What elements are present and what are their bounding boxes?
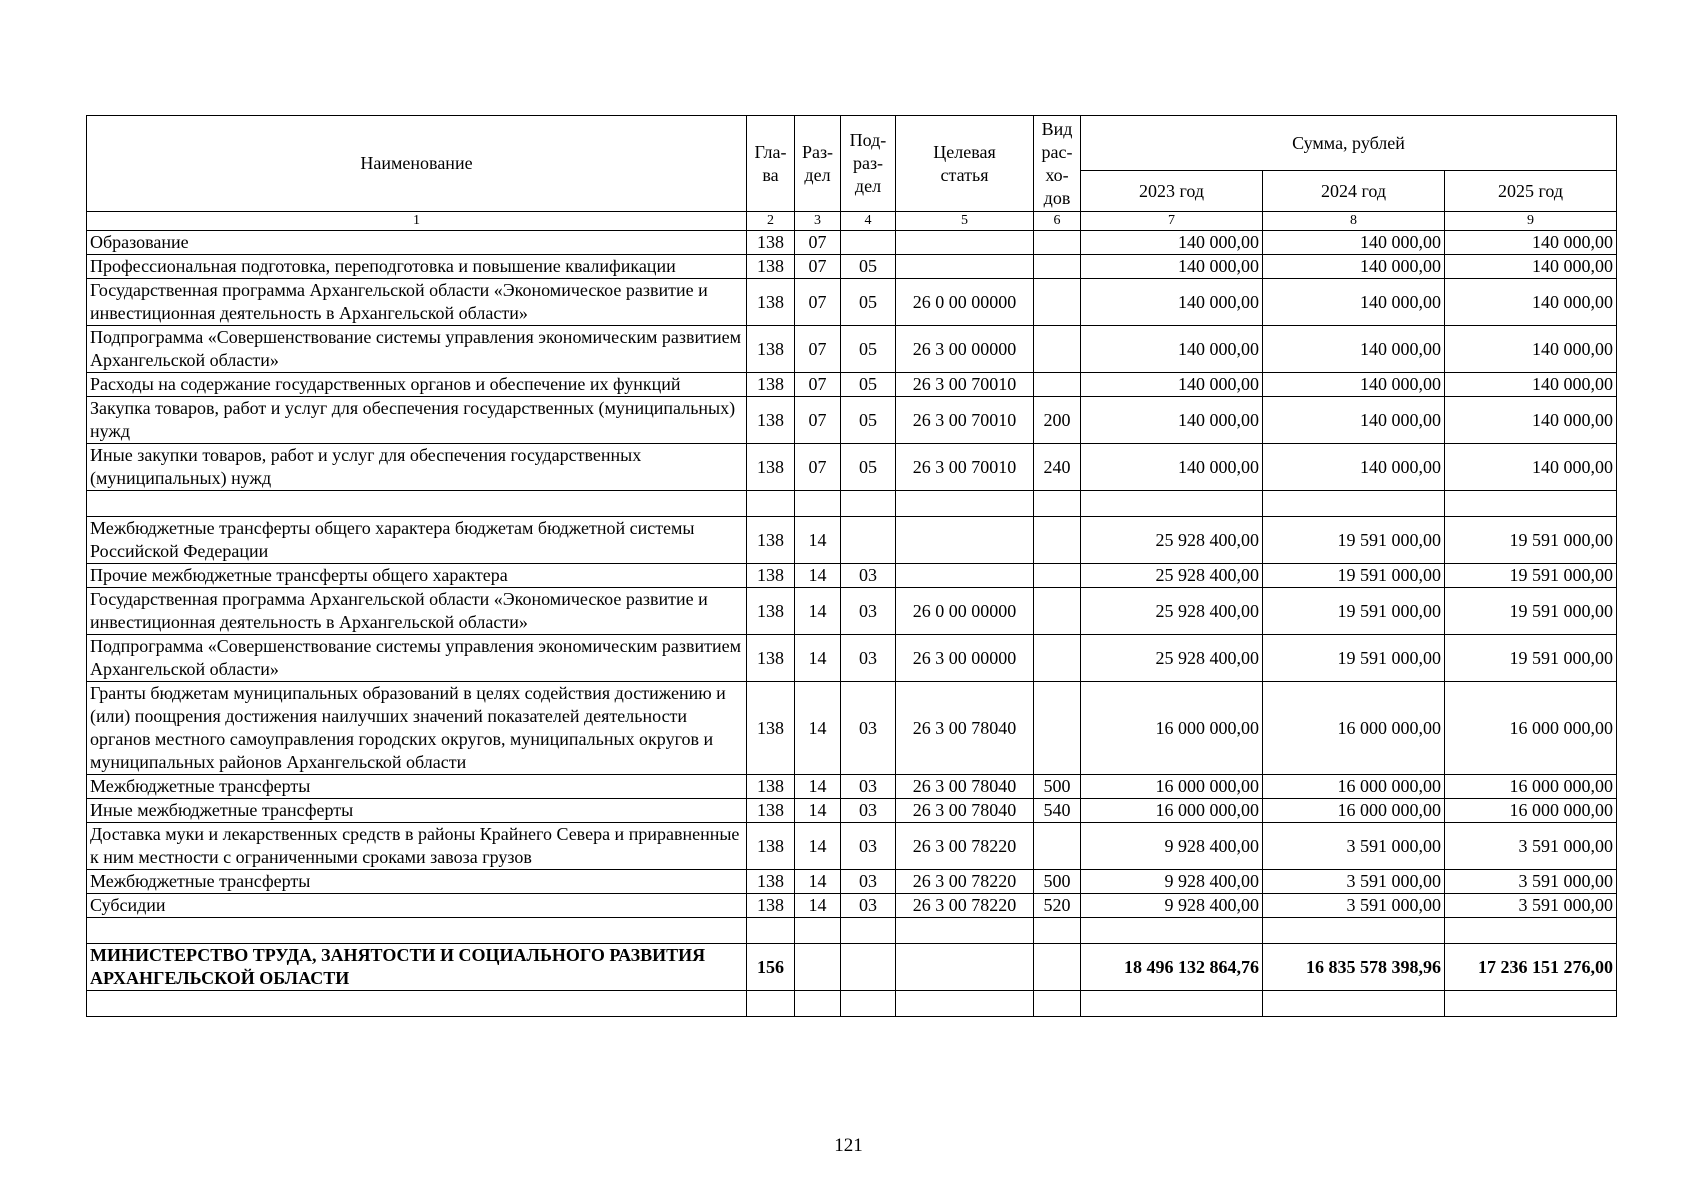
row-name: Расходы на содержание государственных органов и обеспечение их функций — [87, 373, 747, 397]
row-name — [87, 491, 747, 517]
table-row — [87, 823, 1617, 870]
cell-sum-2025: 140 000,00 — [1445, 279, 1617, 326]
column-number: 5 — [896, 212, 1034, 231]
cell-glava: 138 — [747, 231, 795, 255]
row-name: Межбюджетные трансферты — [87, 870, 747, 894]
cell-sum-2024: 19 591 000,00 — [1263, 588, 1445, 635]
row-name: Гранты бюджетам муниципальных образований в целях содействия достижению и (или) поощрения достижения наилучших значений показателей деятельности органов местного самоуправления городских округов, муниципальных округов и муниципальных районов Архангельской области — [87, 682, 747, 775]
cell-expense-type — [1034, 682, 1081, 775]
row-name: Закупка товаров, работ и услуг для обеспечения государственных (муниципальных) нужд — [87, 397, 747, 444]
cell-razdel: 14 — [795, 799, 841, 823]
cell-sum-2025: 140 000,00 — [1445, 397, 1617, 444]
cell-expense-type — [1034, 517, 1081, 564]
table-row — [87, 775, 1617, 799]
table-row — [87, 635, 1617, 682]
table-row — [87, 870, 1617, 894]
cell-sum-2024: 140 000,00 — [1263, 255, 1445, 279]
cell-glava: 138 — [747, 517, 795, 564]
cell-expense-type — [1034, 279, 1081, 326]
header-year-2024: 2024 год — [1263, 171, 1445, 212]
cell-glava: 138 — [747, 870, 795, 894]
cell-sum-2023: 9 928 400,00 — [1081, 870, 1263, 894]
table-row — [87, 326, 1617, 373]
row-name: Государственная программа Архангельской области «Экономическое развитие и инвестиционная деятельность в Архангельской области» — [87, 279, 747, 326]
cell-glava: 138 — [747, 255, 795, 279]
cell-target-article: 26 3 00 78220 — [896, 894, 1034, 918]
cell-sum-2025: 19 591 000,00 — [1445, 588, 1617, 635]
cell-sum-2023: 16 000 000,00 — [1081, 682, 1263, 775]
row-name: Подпрограмма «Совершенствование системы управления экономическим развитием Архангельской области» — [87, 326, 747, 373]
cell-podrazdel: 03 — [841, 682, 896, 775]
blank-row — [87, 491, 1617, 517]
table-row — [87, 444, 1617, 491]
cell-razdel — [795, 491, 841, 517]
column-number: 4 — [841, 212, 896, 231]
table-row — [87, 799, 1617, 823]
row-name: Профессиональная подготовка, переподготовка и повышение квалификации — [87, 255, 747, 279]
table-row — [87, 397, 1617, 444]
cell-podrazdel: 03 — [841, 775, 896, 799]
cell-expense-type: 200 — [1034, 397, 1081, 444]
cell-podrazdel — [841, 491, 896, 517]
cell-sum-2025: 17 236 151 276,00 — [1445, 944, 1617, 991]
cell-expense-type — [1034, 588, 1081, 635]
header-razdel: Раз- дел — [795, 116, 841, 212]
cell-razdel: 14 — [795, 823, 841, 870]
cell-razdel: 07 — [795, 397, 841, 444]
row-name: Иные закупки товаров, работ и услуг для обеспечения государственных (муниципальных) нужд — [87, 444, 747, 491]
cell-sum-2023: 140 000,00 — [1081, 444, 1263, 491]
cell-expense-type — [1034, 373, 1081, 397]
cell-target-article — [896, 991, 1034, 1017]
cell-razdel: 14 — [795, 588, 841, 635]
column-number: 3 — [795, 212, 841, 231]
cell-sum-2023: 140 000,00 — [1081, 326, 1263, 373]
cell-sum-2023: 9 928 400,00 — [1081, 894, 1263, 918]
cell-sum-2025: 3 591 000,00 — [1445, 894, 1617, 918]
row-name: Субсидии — [87, 894, 747, 918]
row-name: МИНИСТЕРСТВО ТРУДА, ЗАНЯТОСТИ И СОЦИАЛЬНОГО РАЗВИТИЯ АРХАНГЕЛЬСКОЙ ОБЛАСТИ — [87, 944, 747, 991]
cell-target-article — [896, 491, 1034, 517]
column-number: 6 — [1034, 212, 1081, 231]
cell-podrazdel: 03 — [841, 635, 896, 682]
row-name: Межбюджетные трансферты общего характера бюджетам бюджетной системы Российской Федерации — [87, 517, 747, 564]
cell-razdel — [795, 991, 841, 1017]
cell-glava: 138 — [747, 444, 795, 491]
cell-sum-2024: 19 591 000,00 — [1263, 635, 1445, 682]
cell-sum-2023: 25 928 400,00 — [1081, 635, 1263, 682]
header-glava: Гла- ва — [747, 116, 795, 212]
cell-glava: 138 — [747, 279, 795, 326]
header-target-article: Целевая статья — [896, 116, 1034, 212]
cell-expense-type: 240 — [1034, 444, 1081, 491]
cell-sum-2024: 140 000,00 — [1263, 444, 1445, 491]
cell-expense-type — [1034, 918, 1081, 944]
cell-razdel: 14 — [795, 775, 841, 799]
cell-sum-2024: 3 591 000,00 — [1263, 823, 1445, 870]
column-number: 7 — [1081, 212, 1263, 231]
table-row — [87, 894, 1617, 918]
budget-table — [86, 115, 1617, 1017]
cell-sum-2023: 25 928 400,00 — [1081, 588, 1263, 635]
header-name: Наименование — [87, 116, 747, 212]
cell-podrazdel: 03 — [841, 894, 896, 918]
cell-podrazdel: 05 — [841, 279, 896, 326]
cell-sum-2023 — [1081, 991, 1263, 1017]
cell-sum-2024: 3 591 000,00 — [1263, 894, 1445, 918]
cell-expense-type: 500 — [1034, 870, 1081, 894]
cell-sum-2025: 3 591 000,00 — [1445, 823, 1617, 870]
cell-podrazdel: 03 — [841, 564, 896, 588]
cell-sum-2024: 16 000 000,00 — [1263, 799, 1445, 823]
cell-target-article — [896, 255, 1034, 279]
cell-podrazdel — [841, 517, 896, 564]
header-expense-type: Вид рас- хо- дов — [1034, 116, 1081, 212]
cell-expense-type — [1034, 635, 1081, 682]
table-row — [87, 231, 1617, 255]
cell-sum-2023: 18 496 132 864,76 — [1081, 944, 1263, 991]
cell-expense-type: 540 — [1034, 799, 1081, 823]
cell-sum-2024: 19 591 000,00 — [1263, 564, 1445, 588]
column-number-row — [87, 212, 1617, 231]
cell-target-article — [896, 564, 1034, 588]
row-name — [87, 918, 747, 944]
cell-sum-2023: 9 928 400,00 — [1081, 823, 1263, 870]
table-row — [87, 682, 1617, 775]
row-name — [87, 991, 747, 1017]
cell-razdel: 14 — [795, 517, 841, 564]
cell-razdel: 14 — [795, 870, 841, 894]
cell-glava: 138 — [747, 635, 795, 682]
cell-sum-2024: 16 835 578 398,96 — [1263, 944, 1445, 991]
cell-sum-2024: 140 000,00 — [1263, 231, 1445, 255]
cell-podrazdel: 05 — [841, 255, 896, 279]
table-row — [87, 279, 1617, 326]
table-row — [87, 588, 1617, 635]
cell-razdel — [795, 944, 841, 991]
cell-sum-2024: 19 591 000,00 — [1263, 517, 1445, 564]
row-name: Прочие межбюджетные трансферты общего характера — [87, 564, 747, 588]
column-number: 2 — [747, 212, 795, 231]
table-row — [87, 564, 1617, 588]
cell-sum-2024: 140 000,00 — [1263, 397, 1445, 444]
header-sum: Сумма, рублей — [1081, 116, 1617, 171]
cell-target-article: 26 3 00 70010 — [896, 397, 1034, 444]
cell-expense-type: 520 — [1034, 894, 1081, 918]
cell-sum-2025: 16 000 000,00 — [1445, 799, 1617, 823]
cell-expense-type — [1034, 231, 1081, 255]
row-name: Государственная программа Архангельской области «Экономическое развитие и инвестиционная деятельность в Архангельской области» — [87, 588, 747, 635]
cell-target-article: 26 3 00 78040 — [896, 799, 1034, 823]
cell-sum-2023: 140 000,00 — [1081, 255, 1263, 279]
header-year-2023: 2023 год — [1081, 171, 1263, 212]
cell-razdel: 14 — [795, 635, 841, 682]
cell-target-article: 26 3 00 00000 — [896, 635, 1034, 682]
cell-podrazdel: 03 — [841, 870, 896, 894]
page-number: 121 — [834, 1135, 863, 1156]
cell-sum-2024: 16 000 000,00 — [1263, 682, 1445, 775]
cell-podrazdel — [841, 918, 896, 944]
cell-podrazdel: 05 — [841, 444, 896, 491]
cell-glava — [747, 491, 795, 517]
cell-target-article: 26 0 00 00000 — [896, 279, 1034, 326]
cell-target-article: 26 3 00 78220 — [896, 870, 1034, 894]
cell-target-article: 26 3 00 78040 — [896, 682, 1034, 775]
cell-razdel: 14 — [795, 894, 841, 918]
cell-sum-2023: 25 928 400,00 — [1081, 517, 1263, 564]
cell-sum-2023: 16 000 000,00 — [1081, 799, 1263, 823]
cell-sum-2025: 16 000 000,00 — [1445, 682, 1617, 775]
row-name: Образование — [87, 231, 747, 255]
cell-sum-2025: 140 000,00 — [1445, 444, 1617, 491]
cell-target-article: 26 3 00 70010 — [896, 373, 1034, 397]
cell-sum-2025: 140 000,00 — [1445, 373, 1617, 397]
table-row — [87, 255, 1617, 279]
cell-sum-2024: 140 000,00 — [1263, 373, 1445, 397]
cell-sum-2023: 140 000,00 — [1081, 397, 1263, 444]
cell-sum-2025: 140 000,00 — [1445, 326, 1617, 373]
row-name: Доставка муки и лекарственных средств в районы Крайнего Севера и приравненные к ним местности с ограниченными сроками завоза грузов — [87, 823, 747, 870]
row-name: Подпрограмма «Совершенствование системы управления экономическим развитием Архангельской области» — [87, 635, 747, 682]
header-podrazdel: Под- раз- дел — [841, 116, 896, 212]
cell-podrazdel — [841, 944, 896, 991]
cell-sum-2025: 19 591 000,00 — [1445, 564, 1617, 588]
table-row — [87, 944, 1617, 991]
cell-sum-2024 — [1263, 491, 1445, 517]
cell-sum-2025: 19 591 000,00 — [1445, 517, 1617, 564]
cell-glava: 138 — [747, 894, 795, 918]
cell-podrazdel: 05 — [841, 397, 896, 444]
cell-target-article — [896, 918, 1034, 944]
cell-expense-type — [1034, 944, 1081, 991]
blank-row — [87, 991, 1617, 1017]
cell-podrazdel: 03 — [841, 799, 896, 823]
cell-sum-2023 — [1081, 918, 1263, 944]
table-row — [87, 373, 1617, 397]
cell-expense-type — [1034, 491, 1081, 517]
cell-podrazdel — [841, 991, 896, 1017]
cell-target-article — [896, 517, 1034, 564]
cell-sum-2025 — [1445, 918, 1617, 944]
cell-glava: 138 — [747, 397, 795, 444]
cell-razdel: 07 — [795, 444, 841, 491]
cell-expense-type: 500 — [1034, 775, 1081, 799]
cell-glava: 138 — [747, 564, 795, 588]
cell-sum-2023: 140 000,00 — [1081, 279, 1263, 326]
cell-target-article: 26 3 00 00000 — [896, 326, 1034, 373]
cell-expense-type — [1034, 326, 1081, 373]
cell-sum-2025: 140 000,00 — [1445, 255, 1617, 279]
cell-expense-type — [1034, 991, 1081, 1017]
cell-razdel: 07 — [795, 373, 841, 397]
cell-glava: 138 — [747, 682, 795, 775]
cell-podrazdel — [841, 231, 896, 255]
cell-glava — [747, 991, 795, 1017]
cell-sum-2025: 19 591 000,00 — [1445, 635, 1617, 682]
cell-expense-type — [1034, 564, 1081, 588]
cell-sum-2024 — [1263, 918, 1445, 944]
cell-target-article — [896, 944, 1034, 991]
cell-sum-2025: 3 591 000,00 — [1445, 870, 1617, 894]
cell-sum-2025 — [1445, 991, 1617, 1017]
cell-glava: 138 — [747, 588, 795, 635]
cell-target-article: 26 0 00 00000 — [896, 588, 1034, 635]
cell-sum-2024: 140 000,00 — [1263, 279, 1445, 326]
row-name: Иные межбюджетные трансферты — [87, 799, 747, 823]
cell-sum-2024: 3 591 000,00 — [1263, 870, 1445, 894]
cell-glava: 138 — [747, 823, 795, 870]
cell-podrazdel: 05 — [841, 326, 896, 373]
row-name: Межбюджетные трансферты — [87, 775, 747, 799]
cell-target-article — [896, 231, 1034, 255]
cell-sum-2025: 140 000,00 — [1445, 231, 1617, 255]
cell-razdel: 14 — [795, 682, 841, 775]
cell-expense-type — [1034, 255, 1081, 279]
header-year-2025: 2025 год — [1445, 171, 1617, 212]
cell-razdel: 07 — [795, 326, 841, 373]
cell-sum-2025 — [1445, 491, 1617, 517]
cell-glava: 138 — [747, 775, 795, 799]
column-number: 8 — [1263, 212, 1445, 231]
cell-razdel: 14 — [795, 564, 841, 588]
cell-razdel: 07 — [795, 231, 841, 255]
table-body — [87, 231, 1617, 1017]
table-row — [87, 517, 1617, 564]
cell-expense-type — [1034, 823, 1081, 870]
cell-razdel — [795, 918, 841, 944]
cell-podrazdel: 03 — [841, 823, 896, 870]
cell-sum-2023: 16 000 000,00 — [1081, 775, 1263, 799]
cell-sum-2025: 16 000 000,00 — [1445, 775, 1617, 799]
column-number: 9 — [1445, 212, 1617, 231]
cell-sum-2024: 140 000,00 — [1263, 326, 1445, 373]
cell-glava: 138 — [747, 326, 795, 373]
cell-target-article: 26 3 00 78220 — [896, 823, 1034, 870]
cell-sum-2023 — [1081, 491, 1263, 517]
cell-sum-2023: 25 928 400,00 — [1081, 564, 1263, 588]
column-number: 1 — [87, 212, 747, 231]
cell-glava: 138 — [747, 799, 795, 823]
cell-razdel: 07 — [795, 255, 841, 279]
cell-razdel: 07 — [795, 279, 841, 326]
cell-podrazdel: 03 — [841, 588, 896, 635]
cell-sum-2024 — [1263, 991, 1445, 1017]
cell-glava: 156 — [747, 944, 795, 991]
blank-row — [87, 918, 1617, 944]
cell-podrazdel: 05 — [841, 373, 896, 397]
cell-target-article: 26 3 00 78040 — [896, 775, 1034, 799]
cell-target-article: 26 3 00 70010 — [896, 444, 1034, 491]
cell-sum-2023: 140 000,00 — [1081, 231, 1263, 255]
cell-glava — [747, 918, 795, 944]
cell-sum-2024: 16 000 000,00 — [1263, 775, 1445, 799]
cell-sum-2023: 140 000,00 — [1081, 373, 1263, 397]
cell-glava: 138 — [747, 373, 795, 397]
